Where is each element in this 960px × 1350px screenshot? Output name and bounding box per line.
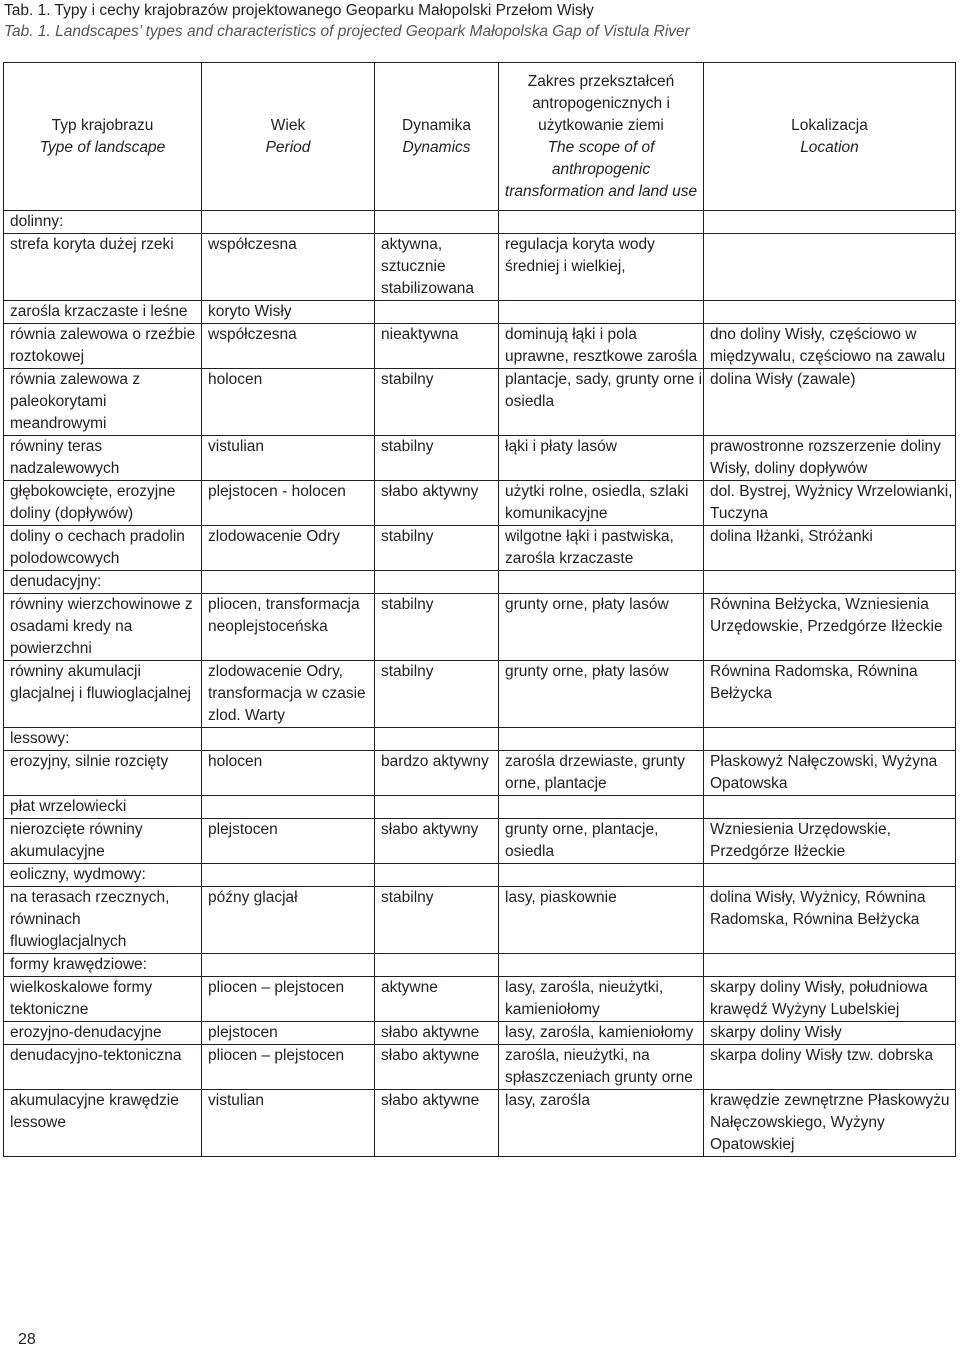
- cell-period: holocen: [202, 751, 375, 796]
- cell-location: Płaskowyż Nałęczowski, Wyżyna Opatowska: [704, 751, 956, 796]
- cell-scope: lasy, zarośla, nieużytki, kamieniołomy: [499, 977, 704, 1022]
- table-row: [4, 436, 956, 481]
- header-scope: Zakres przekształceń antropogenicznych i użytkowanie ziemi The scope of of anthropogenic transformation and land use: [499, 63, 704, 211]
- cell-dynamics: słabo aktywne: [375, 1090, 499, 1157]
- cell-period: współczesna: [202, 324, 375, 369]
- cell-type: nierozcięte równiny akumulacyjne: [4, 819, 202, 864]
- section-label: lessowy:: [4, 728, 202, 751]
- cell-location: dolina Wisły (zawale): [704, 369, 956, 436]
- cell-scope: grunty orne, plantacje, osiedla: [499, 819, 704, 864]
- cell-type: erozyjno-denudacyjne: [4, 1022, 202, 1045]
- cell-location: dolina Wisły, Wyżnicy, Równina Radomska, Równina Bełżycka: [704, 887, 956, 954]
- cell-dynamics: bardzo aktywny: [375, 751, 499, 796]
- cell-dynamics: słabo aktywne: [375, 1022, 499, 1045]
- cell-scope: [499, 301, 704, 324]
- page-number: 28: [18, 1331, 36, 1348]
- table-row: [4, 594, 956, 661]
- cell-location: dolina Iłżanki, Stróżanki: [704, 526, 956, 571]
- cell-scope: zarośla, nieużytki, na spłaszczeniach grunty orne: [499, 1045, 704, 1090]
- table-row: [4, 1045, 956, 1090]
- table-row: [4, 324, 956, 369]
- cell-scope: grunty orne, płaty lasów: [499, 594, 704, 661]
- cell-dynamics: słabo aktywne: [375, 1045, 499, 1090]
- section-label: denudacyjny:: [4, 571, 202, 594]
- header-row: [4, 63, 956, 211]
- cell-scope: plantacje, sady, grunty orne i osiedla: [499, 369, 704, 436]
- cell-period: plejstocen: [202, 1022, 375, 1045]
- empty-cell: [375, 211, 499, 234]
- empty-cell: [375, 954, 499, 977]
- table-row: [4, 751, 956, 796]
- header-type: Typ krajobrazu Type of landscape: [4, 63, 202, 211]
- cell-dynamics: stabilny: [375, 526, 499, 571]
- cell-period: zlodowacenie Odry: [202, 526, 375, 571]
- cell-dynamics: nieaktywna: [375, 324, 499, 369]
- cell-location: dno doliny Wisły, częściowo w międzywalu, częściowo na zawalu: [704, 324, 956, 369]
- cell-type: doliny o cechach pradolin polodowcowych: [4, 526, 202, 571]
- cell-location: skarpy doliny Wisły: [704, 1022, 956, 1045]
- cell-scope: lasy, piaskownie: [499, 887, 704, 954]
- cell-dynamics: stabilny: [375, 369, 499, 436]
- table-row: [4, 234, 956, 301]
- cell-location: [704, 234, 956, 301]
- section-label: dolinny:: [4, 211, 202, 234]
- cell-period: współczesna: [202, 234, 375, 301]
- cell-type: wielkoskalowe formy tektoniczne: [4, 977, 202, 1022]
- empty-cell: [202, 954, 375, 977]
- cell-type: erozyjny, silnie rozcięty: [4, 751, 202, 796]
- empty-cell: [704, 796, 956, 819]
- cell-period: holocen: [202, 369, 375, 436]
- cell-period: koryto Wisły: [202, 301, 375, 324]
- cell-type: równiny teras nadzalewowych: [4, 436, 202, 481]
- cell-scope: użytki rolne, osiedla, szlaki komunikacyjne: [499, 481, 704, 526]
- table-row: [4, 369, 956, 436]
- table-row: [4, 1022, 956, 1045]
- cell-dynamics: stabilny: [375, 661, 499, 728]
- table-row: [4, 1090, 956, 1157]
- cell-type: równiny wierzchowinowe z osadami kredy na powierzchni: [4, 594, 202, 661]
- empty-cell: [375, 728, 499, 751]
- cell-period: vistulian: [202, 1090, 375, 1157]
- cell-dynamics: słabo aktywny: [375, 819, 499, 864]
- landscape-types-table: [3, 62, 956, 1157]
- empty-cell: [375, 864, 499, 887]
- header-dynamics: Dynamika Dynamics: [375, 63, 499, 211]
- empty-cell: [375, 571, 499, 594]
- cell-scope: grunty orne, płaty lasów: [499, 661, 704, 728]
- empty-cell: [704, 728, 956, 751]
- empty-cell: [499, 864, 704, 887]
- cell-dynamics: aktywne: [375, 977, 499, 1022]
- section-row: [4, 864, 956, 887]
- empty-cell: [499, 211, 704, 234]
- cell-period: późny glacjał: [202, 887, 375, 954]
- empty-cell: [704, 864, 956, 887]
- cell-location: Równina Radomska, Równina Bełżycka: [704, 661, 956, 728]
- section-row: [4, 571, 956, 594]
- cell-type: głębokowcięte, erozyjne doliny (dopływów): [4, 481, 202, 526]
- cell-location: krawędzie zewnętrzne Płaskowyżu Nałęczowskiego, Wyżyny Opatowskiej: [704, 1090, 956, 1157]
- cell-type: denudacyjno-tektoniczna: [4, 1045, 202, 1090]
- empty-cell: [704, 571, 956, 594]
- cell-type: równiny akumulacji glacjalnej i fluwioglacjalnej: [4, 661, 202, 728]
- table-row: [4, 301, 956, 324]
- cell-scope: dominują łąki i pola uprawne, resztkowe zarośla: [499, 324, 704, 369]
- cell-period: vistulian: [202, 436, 375, 481]
- cell-type: zarośla krzaczaste i leśne: [4, 301, 202, 324]
- cell-dynamics: aktywna, sztucznie stabilizowana: [375, 234, 499, 301]
- empty-cell: [704, 211, 956, 234]
- empty-cell: [375, 796, 499, 819]
- cell-dynamics: stabilny: [375, 436, 499, 481]
- empty-cell: [202, 796, 375, 819]
- empty-cell: [704, 954, 956, 977]
- table-row: [4, 661, 956, 728]
- cell-period: zlodowacenie Odry, transformacja w czasie zlod. Warty: [202, 661, 375, 728]
- cell-period: plejstocen - holocen: [202, 481, 375, 526]
- empty-cell: [202, 728, 375, 751]
- empty-cell: [499, 954, 704, 977]
- cell-type: akumulacyjne krawędzie lessowe: [4, 1090, 202, 1157]
- cell-scope: lasy, zarośla: [499, 1090, 704, 1157]
- table-row: [4, 887, 956, 954]
- section-row: [4, 796, 956, 819]
- caption-english: Tab. 1. Landscapes’ types and characteristics of projected Geopark Małopolska Gap of Vistula River: [4, 23, 690, 40]
- cell-scope: łąki i płaty lasów: [499, 436, 704, 481]
- section-label: formy krawędziowe:: [4, 954, 202, 977]
- cell-scope: wilgotne łąki i pastwiska, zarośla krzaczaste: [499, 526, 704, 571]
- cell-location: Równina Bełżycka, Wzniesienia Urzędowskie, Przedgórze Iłżeckie: [704, 594, 956, 661]
- cell-dynamics: [375, 301, 499, 324]
- cell-location: Wzniesienia Urzędowskie, Przedgórze Iłżeckie: [704, 819, 956, 864]
- empty-cell: [202, 211, 375, 234]
- cell-scope: regulacja koryta wody średniej i wielkiej,: [499, 234, 704, 301]
- cell-period: plejstocen: [202, 819, 375, 864]
- section-row: [4, 211, 956, 234]
- cell-dynamics: stabilny: [375, 594, 499, 661]
- cell-location: prawostronne rozszerzenie doliny Wisły, doliny dopływów: [704, 436, 956, 481]
- cell-location: dol. Bystrej, Wyżnicy Wrzelowianki, Tuczyna: [704, 481, 956, 526]
- cell-type: na terasach rzecznych, równinach fluwioglacjalnych: [4, 887, 202, 954]
- section-row: [4, 954, 956, 977]
- table-row: [4, 481, 956, 526]
- cell-period: pliocen – plejstocen: [202, 1045, 375, 1090]
- cell-scope: lasy, zarośla, kamieniołomy: [499, 1022, 704, 1045]
- cell-period: pliocen – plejstocen: [202, 977, 375, 1022]
- cell-period: pliocen, transformacja neoplejstoceńska: [202, 594, 375, 661]
- cell-scope: zarośla drzewiaste, grunty orne, plantacje: [499, 751, 704, 796]
- header-location: Lokalizacja Location: [704, 63, 956, 211]
- section-label: płat wrzelowiecki: [4, 796, 202, 819]
- cell-dynamics: stabilny: [375, 887, 499, 954]
- table-row: [4, 819, 956, 864]
- empty-cell: [499, 796, 704, 819]
- section-row: [4, 728, 956, 751]
- section-label: eoliczny, wydmowy:: [4, 864, 202, 887]
- header-period: Wiek Period: [202, 63, 375, 211]
- cell-type: równia zalewowa z paleokorytami meandrowymi: [4, 369, 202, 436]
- cell-dynamics: słabo aktywny: [375, 481, 499, 526]
- cell-location: skarpy doliny Wisły, południowa krawędź Wyżyny Lubelskiej: [704, 977, 956, 1022]
- cell-location: [704, 301, 956, 324]
- cell-type: strefa koryta dużej rzeki: [4, 234, 202, 301]
- table-row: [4, 526, 956, 571]
- cell-type: równia zalewowa o rzeźbie roztokowej: [4, 324, 202, 369]
- empty-cell: [499, 728, 704, 751]
- empty-cell: [499, 571, 704, 594]
- table-row: [4, 977, 956, 1022]
- empty-cell: [202, 571, 375, 594]
- empty-cell: [202, 864, 375, 887]
- caption-polish: Tab. 1. Typy i cechy krajobrazów projektowanego Geoparku Małopolski Przełom Wisły: [4, 2, 594, 19]
- cell-location: skarpa doliny Wisły tzw. dobrska: [704, 1045, 956, 1090]
